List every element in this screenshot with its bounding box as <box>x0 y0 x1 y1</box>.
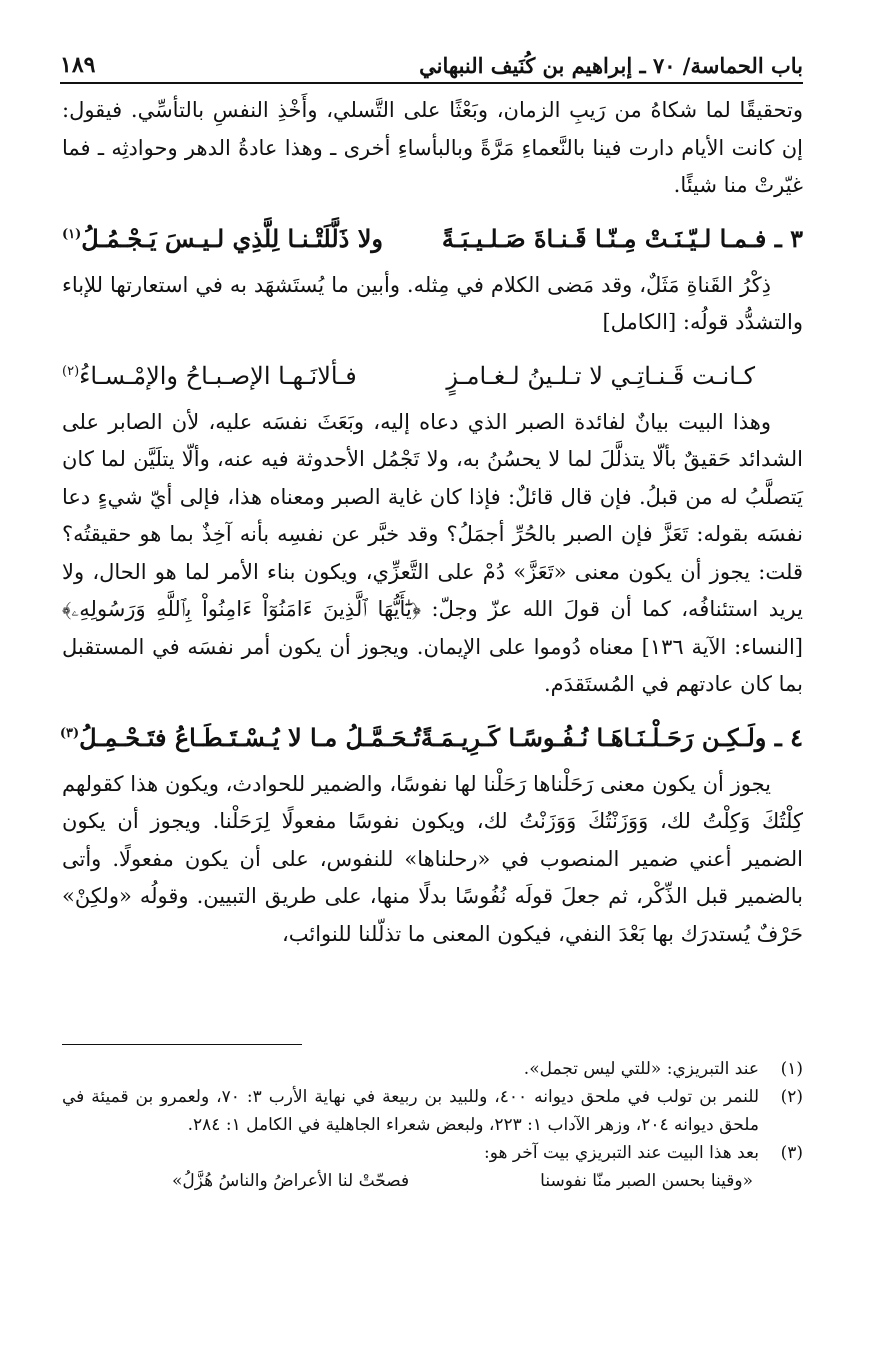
paragraph: ذِكْرُ القَناةِ مَثَلٌ، وقد مَضى الكلام في مِثله. وأبين ما يُستَشهَد به في استعارتها للإباء والتشدُّد قولُه: [الكامل] <box>62 272 803 334</box>
footnote-text: عند التبريزي: «للتي ليس تجمل». <box>523 1059 759 1079</box>
footnote-marker: (٢) <box>62 363 80 379</box>
footnote-text: للنمر بن تولب في ملحق ديوانه ٤٠٠، وللبيد بن ربيعة في نهاية الأرب ٣: ٧٠، ولعمرو بن قميئة في ملحق ديوانه ٢٠٤، وزهر الآداب ١: ٢٢٣، ولبعض شعراء الجاهلية في الكامل ١: ٢٨٤. <box>62 1087 760 1135</box>
footnote <box>62 1083 803 1139</box>
verse-line <box>59 712 803 760</box>
verse-second-hemistich: فصحّتْ لنا الأعراضُ والناسُ هُزَّلُ» <box>172 1171 410 1191</box>
footnote-marker: (٣) <box>59 725 80 741</box>
footnote-verse <box>62 1167 803 1195</box>
paragraph: وهذا البيت بيانٌ لفائدة الصبر الذي دعاه إليه، وبَعَثَ نفسَه عليه، لأن الصابر على الشدائد حَقيقٌ بألّا يتذلَّلَ لما لا يحسُنُ به، ولا تَجْمُل الأحدوثة فيه عنه، وألّا يتلَيَّن لما كان يَتصلَّبُ له من قبلُ. فإن قال قائلٌ: فإذا كان غاية الصبر ومعناه هذا، فإلى أيّ شيءٍ دعا نفسَه بقوله: تَعَزَّ فإن الصبر بالحُرِّ أجمَلُ؟ وقد خبَّر عن نفسِه بأنه آخِذٌ بما هو حقيقتُه؟ قلت: يجوز أن يكون معنى «تَعَزَّ» دُمْ على التَّعزِّي، ويكون بناء الأمر لما هو الحال، ولا يريد استئنافُه، كما أن قولَ الله عزّ وجلّ: ﴿يَٰٓأَيُّهَا ٱلَّذِينَ ءَامَنُوٓاْ ءَامِنُواْ بِٱللَّهِ وَرَسُولِهِۦ﴾ [النساء: الآية ١٣٦] معناه دُوموا على الإيمان. ويجوز أن يكون أمر نفسَه في المستقبل بما كان عادتهم في المُستَقدَم. <box>62 409 803 696</box>
verse-first-hemistich: ٣ ـ فـمـا لـيّـنَـتْ مِـنّـا قَـنـاةَ صَـلـيـبَـةً <box>441 223 803 253</box>
footnote-marker: (١) <box>62 226 82 242</box>
running-head: باب الحماسة/ ٧٠ ـ إبراهيم بن كُنَيف النبهاني <box>419 53 803 78</box>
main-text <box>59 92 803 953</box>
verse-second-hemistich <box>60 712 421 760</box>
footnote <box>62 1055 803 1083</box>
paragraph: يجوز أن يكون معنى رَحَلْناها رَحَلْنا لها نفوسًا، والضمير للحوادث، ويكون هذا كقولهم كِلْتُكَ وَكِلْتُ لك، وَوَزَنْتُكَ وَوَزَنْتُ لك، ويكون نفوسًا مفعولًا لِرَحَلْنا. ويجوز أن يكون الضمير أعني ضمير المنصوب في «رحلناها» للنفوس، على أن يكون مفعولًا. وأتى بالضمير قبل الذِّكْر، ثم جعلَ قولَه نُفُوسًا بدلًا منها، على طريق التبيين. وقولُه «ولكِنْ» حَرْفٌ يُستدرَك بها بَعْدَ النفي، فيكون المعنى ما تذلّلنا للنوائب، <box>62 771 803 946</box>
footnote-number: (٢) <box>780 1087 803 1107</box>
footnote <box>62 1139 803 1167</box>
verse-first-hemistich: «وقينا بحسن الصبر منّا نفوسنا <box>540 1171 753 1191</box>
footnote-text: بعد هذا البيت عند التبريزي بيت آخر هو: <box>484 1143 759 1163</box>
footnote-number: (١) <box>780 1059 803 1079</box>
footnote-divider <box>62 1044 302 1045</box>
verse-line <box>62 213 803 261</box>
paragraph: وتحقيقًا لما شكاهُ من رَيبِ الزمان، وبَعْثًا على التَّسلي، وأَخْذِ النفسِ بالتأسِّي. فيقول: إن كانت الأيام دارت فينا بالنَّعماءِ مَرَّةً وبالبأساءِ أخرى ـ وهذا عادةُ الدهر وحوادثِه ـ فما غيّرتْ منا شيئًا. <box>62 98 803 197</box>
verse-text: ولا ذَلَّلَتْـنـا لِلَّذِي لـيـسَ يَـجْـمُـلُ <box>81 223 383 253</box>
page-number: ١٨٩ <box>60 52 96 78</box>
verse-first-hemistich: كـانـت قَـنـاتِـي لا تـلـينُ لـغـامـزٍ <box>446 361 755 390</box>
page-header <box>60 44 803 84</box>
verse-second-hemistich <box>62 213 383 261</box>
verse-second-hemistich <box>62 350 357 398</box>
verse-text: تُـحَـمَّـلُ مـا لا يُـسْـتَـطَـاعُ فتَـحْـمِـلُ <box>79 722 421 752</box>
verse-line <box>62 350 803 398</box>
footnote-number: (٣) <box>780 1143 803 1163</box>
verse-text: فـألانَـهـا الإصـبـاحُ والإمْـسـاءُ <box>79 361 357 390</box>
verse-first-hemistich: ٤ ـ ولَـكِـن رَحَـلْـنَـاهَـا نُـفُـوسًـا كَـرِيـمَـةً <box>420 722 803 752</box>
footnotes <box>62 1044 803 1195</box>
